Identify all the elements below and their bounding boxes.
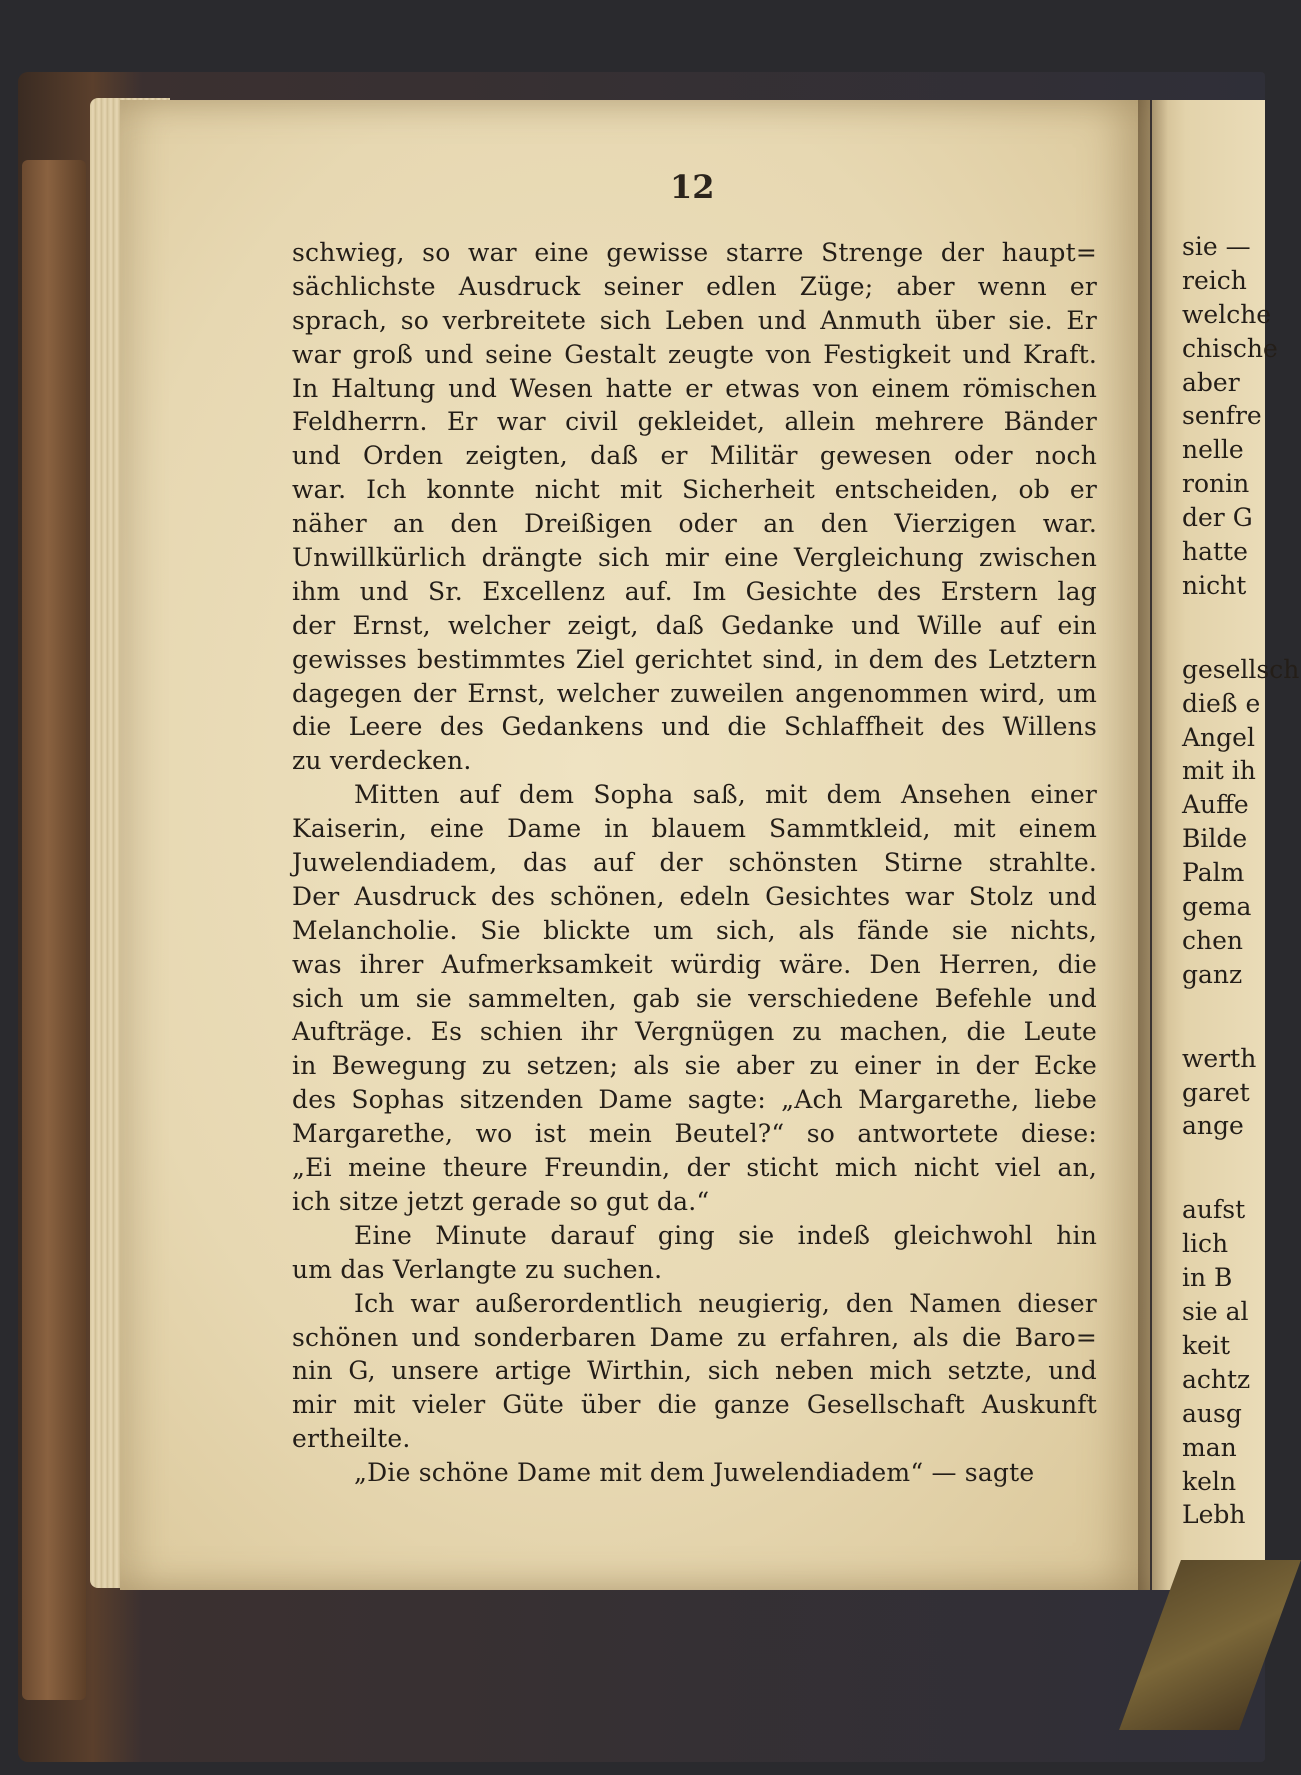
text-line: Mitten auf dem Sopha saß, mit dem Ansehen einer (354, 780, 1097, 810)
text-line: Eine Minute darauf ging sie indeß gleichwohl hin (354, 1220, 1097, 1250)
text-line: schwieg, so war eine gewisse starre Strenge der haupt= (292, 238, 1097, 267)
text-line: Ich war außerordentlich neugierig, den Namen dieser (354, 1288, 1097, 1318)
book-spine-edge (22, 160, 86, 1700)
text-line-fragment: in B (1182, 1263, 1233, 1293)
text-line: sächlichste Ausdruck seiner edlen Züge; aber wenn er (292, 271, 1097, 301)
text-line-fragment: nicht (1182, 570, 1247, 600)
text-line: zu verdecken. (292, 746, 472, 776)
text-line: näher an den Dreißigen oder an den Vierzigen war. (292, 509, 1097, 539)
text-line: ihm und Sr. Excellenz auf. Im Gesichte des Erstern lag (292, 576, 1097, 606)
text-line-fragment: aber (1182, 367, 1240, 397)
text-line: gewisses bestimmtes Ziel gerichtet sind, in dem des Letztern (292, 644, 1097, 674)
text-line: „Die schöne Dame mit dem Juwelendiadem“ — sagte (354, 1458, 1035, 1488)
text-line: was ihrer Aufmerksamkeit würdig wäre. Den Herren, die (292, 949, 1097, 979)
text-line-fragment: garet (1182, 1077, 1250, 1107)
text-line: nin G, unsere artige Wirthin, sich neben mich setzte, und (292, 1356, 1097, 1386)
text-line-fragment: Bilde (1182, 824, 1248, 854)
text-line-fragment: der G (1182, 503, 1253, 533)
text-line: ertheilte. (292, 1424, 411, 1454)
text-line-fragment: welche (1182, 299, 1272, 329)
text-line-fragment: sie al (1182, 1297, 1249, 1327)
text-line: Kaiserin, eine Dame in blauem Sammtkleid, mit einem (292, 814, 1097, 844)
text-line: war. Ich konnte nicht mit Sicherheit entscheiden, ob er (292, 475, 1097, 505)
right-page-text-fragment (1182, 230, 1300, 1532)
text-line: Melancholie. Sie blickte um sich, als fände sie nichts, (292, 915, 1097, 945)
text-line: Aufträge. Es schien ihr Vergnügen zu machen, die Leute (292, 1017, 1097, 1047)
text-line-fragment (1182, 992, 1272, 1042)
text-line-fragment: keit (1182, 1330, 1230, 1360)
text-line: in Bewegung zu setzen; als sie aber zu einer in der Ecke (292, 1051, 1097, 1081)
text-line-fragment: gema (1182, 892, 1252, 922)
text-line-fragment: ausg (1182, 1398, 1242, 1428)
text-line: „Ei meine theure Freundin, der sticht mich nicht viel an, (292, 1153, 1097, 1183)
text-line-fragment: werth (1182, 1043, 1257, 1073)
text-line: mir mit vieler Güte über die ganze Gesellschaft Auskunft (292, 1390, 1097, 1420)
text-line-fragment: achtz (1182, 1364, 1251, 1394)
text-line-fragment: senfre (1182, 401, 1262, 431)
text-line: schönen und sonderbaren Dame zu erfahren, als die Baro= (292, 1322, 1097, 1352)
text-line: ich sitze jetzt gerade so gut da.“ (292, 1186, 710, 1216)
text-line: Der Ausdruck des schönen, edeln Gesichtes war Stolz und (292, 881, 1097, 911)
text-line-fragment: hatte (1182, 537, 1248, 567)
text-line-fragment: lich (1182, 1229, 1229, 1259)
text-line-fragment: Palm (1182, 858, 1245, 888)
text-line: des Sophas sitzenden Dame sagte: „Ach Margarethe, liebe (292, 1085, 1097, 1115)
text-line: und Orden zeigten, daß er Militär gewesen oder noch (292, 441, 1097, 471)
text-line-fragment: chen (1182, 925, 1243, 955)
text-line: Juwelendiadem, das auf der schönsten Stirne strahlte. (292, 848, 1097, 878)
text-line-fragment: keln (1182, 1466, 1237, 1496)
text-line-fragment: gesellsch (1182, 654, 1300, 684)
text-line-fragment: man (1182, 1432, 1237, 1462)
page-gutter (1138, 100, 1168, 1590)
text-line-fragment: dieß e (1182, 688, 1261, 718)
text-line-fragment: sie — (1182, 232, 1251, 261)
text-line: war groß und seine Gestalt zeugte von Festigkeit und Kraft. (292, 339, 1097, 369)
text-line: sich um sie sammelten, gab sie verschiedene Befehle und (292, 983, 1097, 1013)
text-line-fragment: reich (1182, 265, 1247, 295)
text-line: um das Verlangte zu suchen. (292, 1254, 663, 1284)
text-line-fragment (1182, 1143, 1272, 1193)
text-line-fragment: ganz (1182, 959, 1243, 989)
text-line-fragment: Auffe (1182, 790, 1249, 820)
text-line: Unwillkürlich drängte sich mir eine Vergleichung zwischen (292, 543, 1097, 573)
text-line: Margarethe, wo ist mein Beutel?“ so antwortete diese: (292, 1119, 1097, 1149)
text-line-fragment: Lebh (1182, 1500, 1246, 1530)
text-line-fragment: ange (1182, 1111, 1244, 1141)
text-line: der Ernst, welcher zeigt, daß Gedanke und Wille auf ein (292, 610, 1097, 640)
text-line: sprach, so verbreitete sich Leben und Anmuth über sie. Er (292, 305, 1097, 335)
left-page-text (292, 236, 1097, 1490)
text-line: die Leere des Gedankens und die Schlaffheit des Willens (292, 712, 1097, 742)
text-line: dagegen der Ernst, welcher zuweilen angenommen wird, um (292, 678, 1097, 708)
text-line-fragment: ronin (1182, 469, 1250, 499)
text-line: Feldherrn. Er war civil gekleidet, allein mehrere Bänder (292, 407, 1097, 437)
text-line-fragment: chische (1182, 333, 1278, 363)
page-number: 12 (670, 168, 715, 206)
text-line-fragment: Angel (1182, 722, 1255, 752)
text-line-fragment: mit ih (1182, 756, 1256, 786)
text-line-fragment: aufst (1182, 1195, 1246, 1225)
text-line-fragment (1182, 603, 1272, 653)
text-line-fragment: nelle (1182, 435, 1244, 465)
text-line: In Haltung und Wesen hatte er etwas von einem römischen (292, 373, 1097, 403)
